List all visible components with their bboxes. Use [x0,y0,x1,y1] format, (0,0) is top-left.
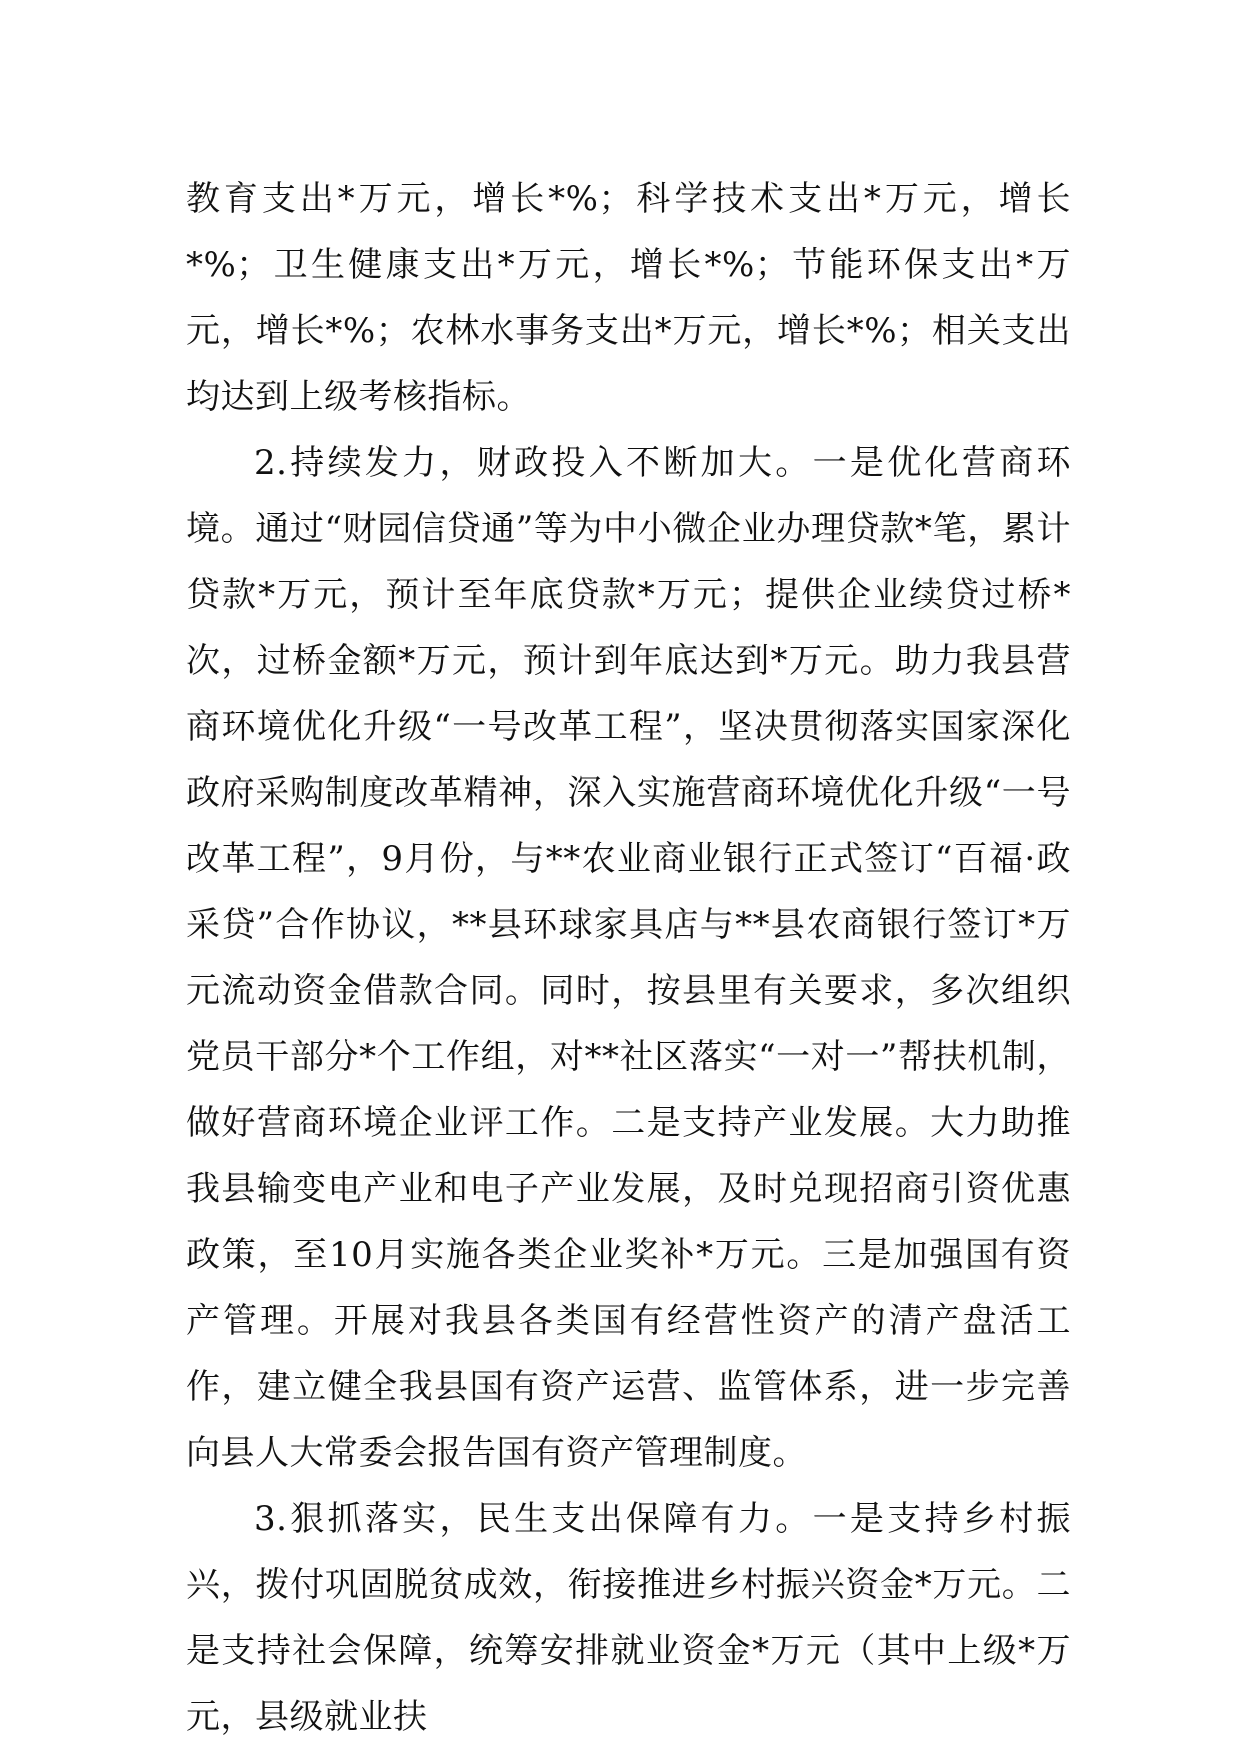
document-body [186,166,1071,1750]
paragraph-section-2: 2.持续发力，财政投入不断加大。一是优化营商环境。通过“财园信贷通”等为中小微企业办理贷款*笔，累计贷款*万元，预计至年底贷款*万元；提供企业续贷过桥*次，过桥金额*万元，预计到年底达到*万元。助力我县营商环境优化升级“一号改革工程”，坚决贯彻落实国家深化政府采购制度改革精神，深入实施营商环境优化升级“一号改革工程”，9月份，与**农业商业银行正式签订“百福·政采贷”合作协议，**县环球家具店与**县农商银行签订*万元流动资金借款合同。同时，按县里有关要求，多次组织党员干部分*个工作组，对**社区落实“一对一”帮扶机制，做好营商环境企业评工作。二是支持产业发展。大力助推我县输变电产业和电子产业发展，及时兑现招商引资优惠政策，至10月实施各类企业奖补*万元。三是加强国有资产管理。开展对我县各类国有经营性资产的清产盘活工作，建立健全我县国有资产运营、监管体系，进一步完善向县人大常委会报告国有资产管理制度。 [186,443,1071,1473]
paragraph-section-3: 3.狠抓落实，民生支出保障有力。一是支持乡村振兴，拨付巩固脱贫成效，衔接推进乡村振兴资金*万元。二是支持社会保障，统筹安排就业资金*万元（其中上级*万元，县级就业扶 [186,1499,1071,1737]
paragraph-continued: 教育支出*万元，增长*%；科学技术支出*万元，增长*%；卫生健康支出*万元，增长*%；节能环保支出*万元，增长*%；农林水事务支出*万元，增长*%；相关支出均达到上级考核指标。 [186,179,1071,417]
